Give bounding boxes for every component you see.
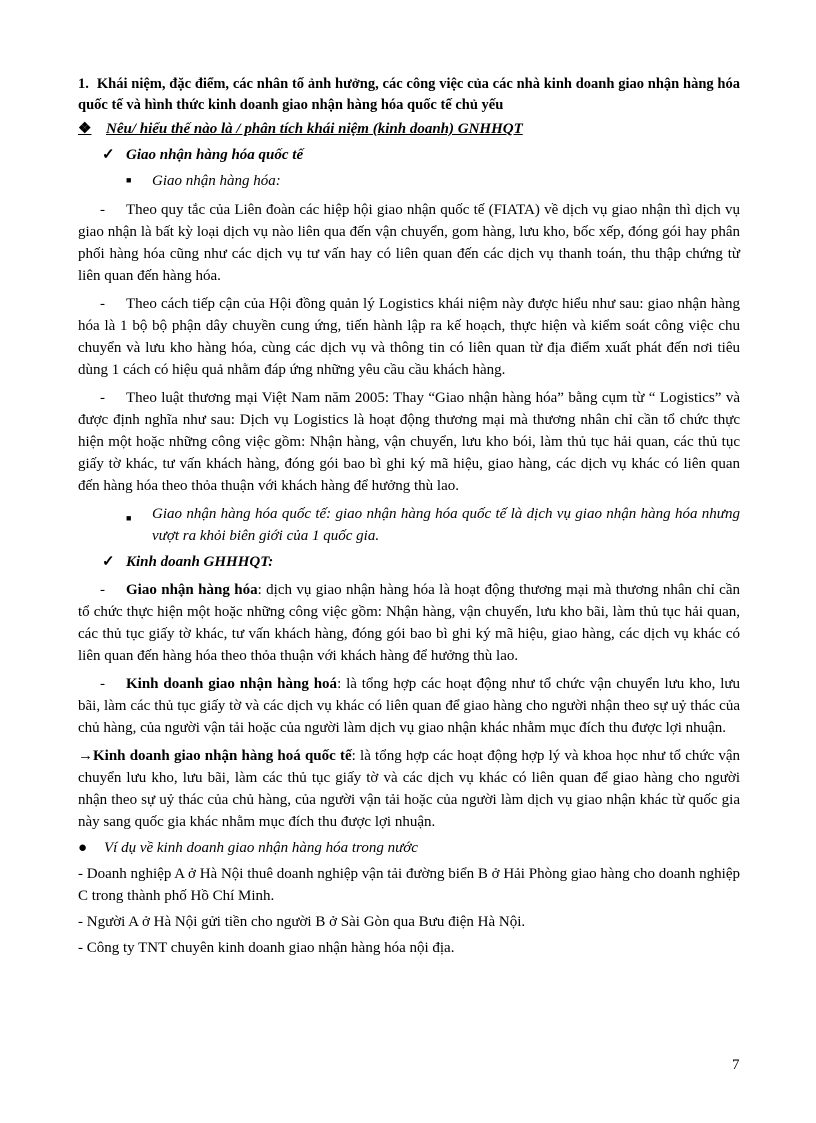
- document-page: [78, 74, 740, 959]
- paragraph-logistics-council-text: Theo cách tiếp cận của Hội đồng quản lý Logistics khái niệm này được hiểu như sau: giao nhận hàng hóa là 1 bộ bộ phận dây chuyền cung ứng, tiến hành lập ra kế hoạch, thực hiện và kiểm soát công việc chu chuyển và lưu kho hàng hóa, cùng các dịch vụ và thông tin có liên quan từ địa điểm xuất phát đến nơi tiêu dùng 1 cách có hiệu quả nhằm đáp ứng những yêu cầu cầu khách hàng.: [78, 296, 740, 378]
- term-bold: Giao nhận hàng hóa: [126, 582, 258, 598]
- international-definition: [126, 503, 740, 547]
- example-heading-text: Ví dụ về kinh doanh giao nhận hàng hóa trong nước: [104, 840, 418, 856]
- international-definition-text: Giao nhận hàng hóa quốc tế: giao nhận hàng hóa quốc tế là dịch vụ giao nhận hàng hóa nhưng vượt ra khỏi biên giới của 1 quốc gia.: [152, 506, 740, 544]
- paragraph-international-business-text: : là tổng hợp các hoạt động hợp lý và khoa học như tổ chức vận chuyển lưu kho, lưu bãi, làm các thủ tục giấy tờ và các dịch vụ khác có liên quan để giao hàng cho người nhận theo sự uỷ thác của chủ hàng, của người vận tải hoặc của người làm dịch vụ giao nhận khác từ quốc gia này sang quốc gia khác nhằm mục đích thu được lợi nhuận.: [78, 748, 740, 830]
- checkmark-icon: ✓: [102, 147, 115, 163]
- dash-mark: -: [100, 582, 105, 598]
- term-bold: Kinh doanh giao nhận hàng hoá quốc tế: [93, 748, 352, 764]
- square-bullet-icon: ■: [126, 513, 132, 523]
- paragraph-commercial-law-text: Theo luật thương mại Việt Nam năm 2005: Thay “Giao nhận hàng hóa” bằng cụm từ “ Logistics” và được định nghĩa như sau: Dịch vụ Logistics là hoạt động thương mại mà thương nhân chỉ cần tổ chức thực hiện một hoặc những công việc gồm: Nhận hàng, vận chuyển, lưu kho bói, làm thủ tục hải quan, các thủ tục giấy tờ khác, tư vấn khách hàng, đóng gói bao bì ghi ký mã hiệu, giao hàng, các dịch vụ khác có liên quan đến hàng hóa theo thỏa thuận với khách hàng để hưởng thù lao.: [78, 390, 740, 494]
- section-title-text: Nêu/ hiểu thế nào là / phân tích khái niệm (kinh doanh) GNHHQT: [106, 121, 523, 137]
- paragraph-goods-delivery-text: : dịch vụ giao nhận hàng hóa là hoạt động thương mại mà thương nhân chỉ cần tổ chức thực hiện một hoặc những công việc gồm: Nhận hàng, vận chuyển, lưu kho bãi, làm thủ tục hải quan, các thủ tục giấy tờ khác, tư vấn khách hàng, đóng gói bao bì ghi ký mã hiệu, giao hàng, các dịch vụ khác có liên quan đến hàng hóa theo thỏa thuận với khách hàng để hưởng thù lao.: [78, 582, 740, 664]
- example-line-3: - Công ty TNT chuyên kinh doanh giao nhận hàng hóa nội địa.: [78, 940, 455, 956]
- arrow-right-icon: →: [78, 748, 93, 764]
- dash-mark: -: [100, 202, 105, 218]
- paragraph-forwarding-business: [78, 673, 740, 739]
- paragraph-forwarding-business-text: : là tổng hợp các hoạt động như tổ chức vận chuyển lưu kho, lưu bãi, làm các thủ tục giấy tờ và các dịch vụ khác có liên quan để giao hàng cho người nhận theo sự uỷ thác của chủ hàng, của người vận tải hoặc của người làm dịch vụ giao nhận khác nhằm mục đích thu được lợi nhuận.: [78, 676, 740, 736]
- example-heading: [78, 837, 740, 859]
- dash-mark: -: [100, 390, 105, 406]
- subsection-title-international: [102, 144, 740, 166]
- example-line-1: - Doanh nghiệp A ở Hà Nội thuê doanh nghiệp vận tải đường biển B ở Hải Phòng giao hàng cho doanh nghiệp C trong thành phố Hồ Chí Minh.: [78, 866, 740, 904]
- paragraph-international-business: [78, 745, 740, 833]
- dash-mark: -: [100, 676, 105, 692]
- subheading-goods: [126, 170, 740, 193]
- diamond-bullet-icon: ❖: [78, 121, 92, 137]
- checkmark-icon: ✓: [102, 554, 115, 570]
- paragraph-fiata-text: Theo quy tắc của Liên đoàn các hiệp hội giao nhận quốc tế (FIATA) về dịch vụ giao nhận thì dịch vụ giao nhận là bất kỳ loại dịch vụ nào liên qua đến vận chuyển, gom hàng, lưu kho, bốc xếp, đóng gói hay phân phối hàng hóa cũng như các dịch vụ tư vấn hay có liên quan đến các dịch vụ thanh toán, thu thập chứng từ liên quan đến hàng hóa.: [78, 202, 740, 284]
- round-bullet-icon: ●: [78, 840, 88, 856]
- term-bold: Kinh doanh giao nhận hàng hoá: [126, 676, 338, 692]
- section-heading: [78, 74, 740, 116]
- paragraph-goods-delivery: [78, 579, 740, 667]
- dash-mark: -: [100, 296, 105, 312]
- subheading-goods-text: Giao nhận hàng hóa:: [152, 173, 281, 189]
- subsection-title-text: Kinh doanh GHHHQT:: [126, 554, 274, 570]
- page-number: 7: [732, 1057, 740, 1073]
- heading-number: 1.: [78, 76, 89, 92]
- subsection-title-business: [102, 551, 740, 573]
- subsection-title-text: Giao nhận hàng hóa quốc tế: [126, 147, 304, 163]
- section-title: [78, 118, 740, 140]
- paragraph-logistics-council: [78, 293, 740, 381]
- heading-text: Khái niệm, đặc điểm, các nhân tố ảnh hưởng, các công việc của các nhà kinh doanh giao nhận hàng hóa quốc tế và hình thức kinh doanh giao nhận hàng hóa quốc tế chủ yếu: [78, 76, 740, 113]
- paragraph-commercial-law: [78, 387, 740, 497]
- paragraph-fiata: [78, 199, 740, 287]
- square-bullet-icon: ■: [126, 175, 132, 185]
- example-line-2: - Người A ở Hà Nội gửi tiền cho người B ở Sài Gòn qua Bưu điện Hà Nội.: [78, 914, 526, 930]
